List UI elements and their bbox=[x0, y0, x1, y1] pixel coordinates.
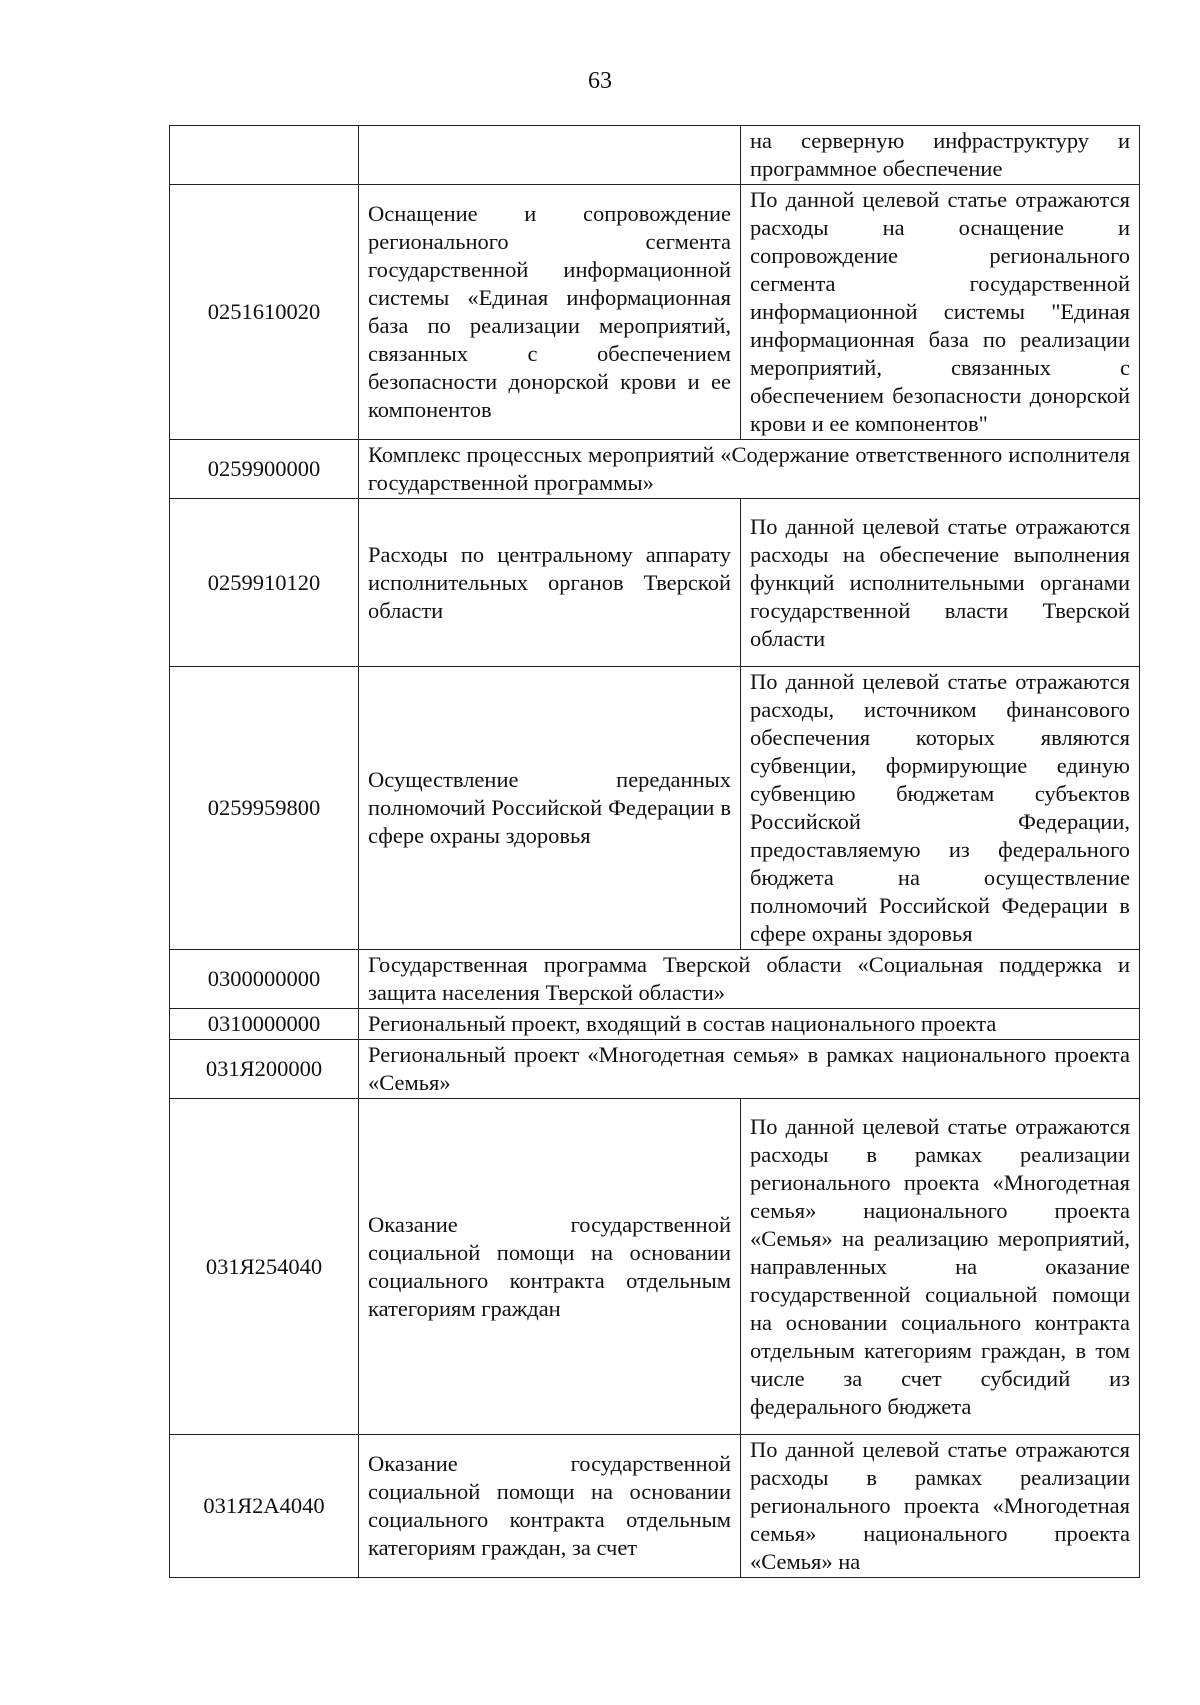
row-code: 0259900000 bbox=[170, 440, 359, 499]
row-name: Оказание государственной социальной помощи на основании социального контракта отдельным категориям граждан bbox=[359, 1099, 741, 1435]
row-name: Осуществление переданных полномочий Российской Федерации в сфере охраны здоровья bbox=[359, 667, 741, 950]
row-section-title: Комплекс процессных мероприятий «Содержание ответственного исполнителя государственной программы» bbox=[359, 440, 1140, 499]
table-row bbox=[170, 499, 1140, 667]
row-section-title: Региональный проект, входящий в состав национального проекта bbox=[359, 1009, 1140, 1040]
row-section-title: Государственная программа Тверской области «Социальная поддержка и защита населения Тверской области» bbox=[359, 950, 1140, 1009]
row-code: 031Я254040 bbox=[170, 1099, 359, 1435]
page-number: 63 bbox=[588, 68, 612, 94]
row-description: По данной целевой статье отражаются расходы на обеспечение выполнения функций исполнительными органами государственной власти Тверской области bbox=[741, 499, 1140, 667]
table-row bbox=[170, 185, 1140, 440]
row-description: на серверную инфраструктуру и программное обеспечение bbox=[741, 126, 1140, 185]
row-code: 031Я200000 bbox=[170, 1040, 359, 1099]
row-code: 0310000000 bbox=[170, 1009, 359, 1040]
table-row bbox=[170, 1040, 1140, 1099]
row-name: Расходы по центральному аппарату исполнительных органов Тверской области bbox=[359, 499, 741, 667]
row-code: 0300000000 bbox=[170, 950, 359, 1009]
table-row bbox=[170, 950, 1140, 1009]
row-description: По данной целевой статье отражаются расходы, источником финансового обеспечения которых являются субвенции, формирующие единую субвенцию бюджетам субъектов Российской Федерации, предоставляемую из федерального бюджета на осуществление полномочий Российской Федерации в сфере охраны здоровья bbox=[741, 667, 1140, 950]
table-row bbox=[170, 1435, 1140, 1578]
row-code: 0259959800 bbox=[170, 667, 359, 950]
table-row bbox=[170, 667, 1140, 950]
row-name: Оснащение и сопровождение регионального сегмента государственной информационной системы «Единая информационная база по реализации мероприятий, связанных с обеспечением безопасности донорской крови и ее компонентов bbox=[359, 185, 741, 440]
table-row bbox=[170, 1099, 1140, 1435]
row-name bbox=[359, 126, 741, 185]
row-description: По данной целевой статье отражаются расходы на оснащение и сопровождение регионального сегмента государственной информационной системы "Единая информационная база по реализации мероприятий, связанных с обеспечением безопасности донорской крови и ее компонентов" bbox=[741, 185, 1140, 440]
row-description: По данной целевой статье отражаются расходы в рамках реализации регионального проекта «Многодетная семья» национального проекта «Семья» на реализацию мероприятий, направленных на оказание государственной социальной помощи на основании социального контракта отдельным категориям граждан, в том числе за счет субсидий из федерального бюджета bbox=[741, 1099, 1140, 1435]
row-code: 031Я2А4040 bbox=[170, 1435, 359, 1578]
table-row bbox=[170, 1009, 1140, 1040]
table-row bbox=[170, 440, 1140, 499]
table-row bbox=[170, 126, 1140, 185]
row-code: 0259910120 bbox=[170, 499, 359, 667]
row-description: По данной целевой статье отражаются расходы в рамках реализации регионального проекта «Многодетная семья» национального проекта «Семья» на bbox=[741, 1435, 1140, 1578]
row-code bbox=[170, 126, 359, 185]
row-name: Оказание государственной социальной помощи на основании социального контракта отдельным категориям граждан, за счет bbox=[359, 1435, 741, 1578]
row-code: 0251610020 bbox=[170, 185, 359, 440]
budget-classification-table bbox=[169, 125, 1140, 1578]
row-section-title: Региональный проект «Многодетная семья» в рамках национального проекта «Семья» bbox=[359, 1040, 1140, 1099]
